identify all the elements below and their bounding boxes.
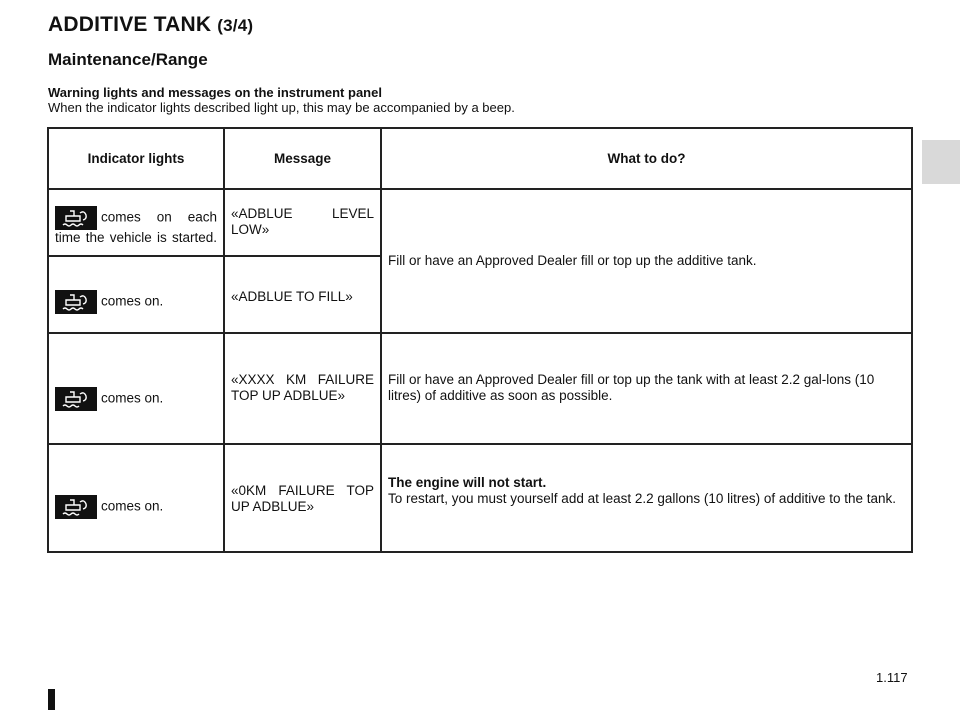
message-cell: «ADBLUE TO FILL»: [224, 256, 381, 333]
indicator-cell: [48, 444, 224, 552]
table-header-row: [48, 128, 912, 189]
action-cell-shared: Fill or have an Approved Dealer fill or top up the additive tank.: [381, 189, 912, 333]
action-warning: The engine will not start.: [388, 475, 547, 490]
section-subtitle: Maintenance/Range: [48, 50, 208, 69]
table-row: [48, 333, 912, 444]
side-tab: [922, 140, 960, 184]
title-text: ADDITIVE TANK: [48, 13, 212, 36]
action-cell: [381, 444, 912, 552]
indicator-text: comes on.: [101, 293, 164, 309]
title-part: (3/4): [217, 16, 254, 35]
indicator-text: comes on each time the vehicle is started.: [55, 209, 217, 245]
message-cell: «XXXX KM FAILURE TOP UP ADBLUE»: [224, 333, 381, 444]
header-indicator: Indicator lights: [48, 128, 224, 189]
page-number: 1.117: [876, 670, 908, 685]
message-cell: «ADBLUE LEVEL LOW»: [224, 189, 381, 256]
action-cell: Fill or have an Approved Dealer fill or top up the tank with at least 2.2 gal-lons (10 litres) of additive as soon as possible.: [381, 333, 912, 444]
adblue-warning-icon: [55, 495, 97, 519]
table-row: [48, 444, 912, 552]
adblue-warning-icon: [55, 387, 97, 411]
page-title: [48, 13, 253, 37]
message-cell: «0KM FAILURE TOP UP ADBLUE»: [224, 444, 381, 552]
warning-table: [47, 127, 913, 553]
indicator-text: comes on.: [101, 498, 164, 514]
indicator-text: comes on.: [101, 390, 164, 406]
action-text: To restart, you must yourself add at least 2.2 gallons (10 litres) of additive to the tank.: [388, 491, 897, 506]
intro-heading: Warning lights and messages on the instrument panel: [48, 85, 382, 100]
indicator-cell: [48, 256, 224, 333]
indicator-cell: [48, 189, 224, 256]
adblue-warning-icon: [55, 206, 97, 230]
corner-mark: [48, 689, 55, 710]
adblue-warning-icon: [55, 290, 97, 314]
table-row: [48, 189, 912, 256]
intro-text: When the indicator lights described light up, this may be accompanied by a beep.: [48, 100, 515, 115]
header-action: What to do?: [381, 128, 912, 189]
header-message: Message: [224, 128, 381, 189]
indicator-cell: [48, 333, 224, 444]
